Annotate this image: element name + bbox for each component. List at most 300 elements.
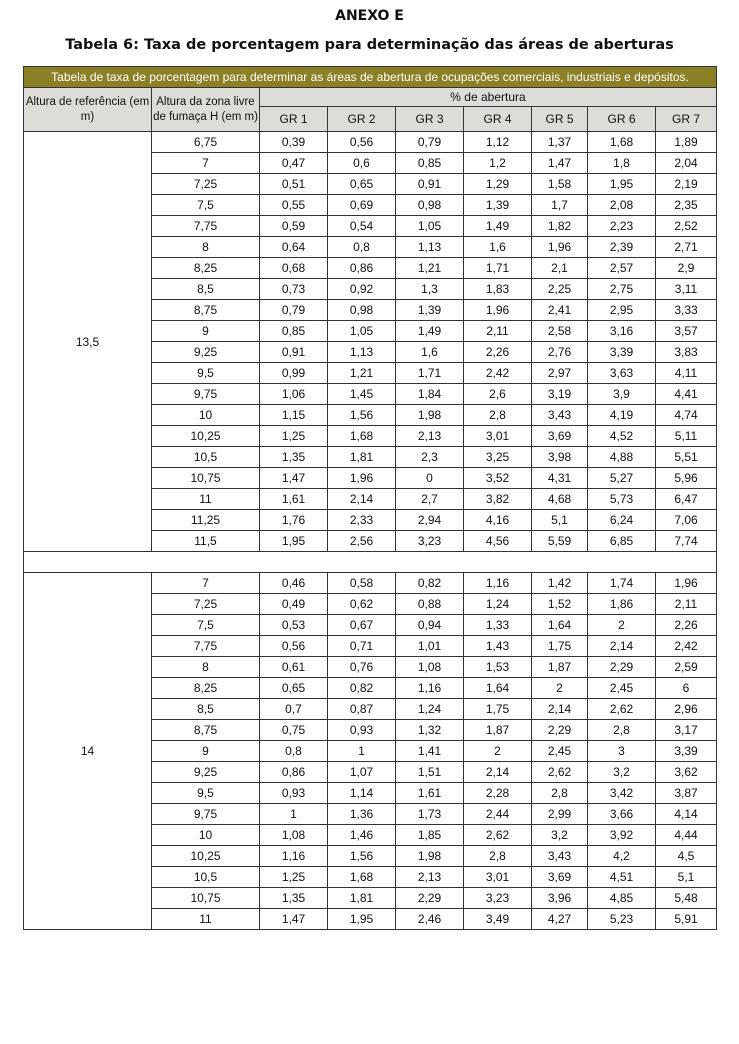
zone-height-cell: 7,25 — [152, 174, 260, 195]
gr7-cell: 4,5 — [656, 846, 717, 867]
gr4-cell: 1,53 — [464, 657, 532, 678]
gr4-cell: 3,01 — [464, 426, 532, 447]
group-header-gr3: GR 3 — [396, 107, 464, 132]
zone-height-cell: 7,25 — [152, 594, 260, 615]
gr1-cell: 1,15 — [260, 405, 328, 426]
gr4-cell: 4,16 — [464, 510, 532, 531]
gr1-cell: 0,53 — [260, 615, 328, 636]
gr6-cell: 3,92 — [588, 825, 656, 846]
gr5-cell: 2,99 — [532, 804, 588, 825]
gr6-cell: 1,8 — [588, 153, 656, 174]
gr1-cell: 0,93 — [260, 783, 328, 804]
gr5-cell: 1,64 — [532, 615, 588, 636]
gr3-cell: 1,21 — [396, 258, 464, 279]
gr4-cell: 2,28 — [464, 783, 532, 804]
gr1-cell: 0,91 — [260, 342, 328, 363]
gr1-cell: 1,47 — [260, 468, 328, 489]
zone-height-cell: 10 — [152, 825, 260, 846]
gr4-cell: 4,56 — [464, 531, 532, 552]
gr6-cell: 2,14 — [588, 636, 656, 657]
gr5-cell: 4,31 — [532, 468, 588, 489]
gr4-cell: 2,11 — [464, 321, 532, 342]
gr5-cell: 1,58 — [532, 174, 588, 195]
gr6-cell: 4,51 — [588, 867, 656, 888]
gr1-cell: 0,39 — [260, 132, 328, 153]
zone-height-cell: 7 — [152, 153, 260, 174]
gr7-cell: 4,74 — [656, 405, 717, 426]
gr3-cell: 1,41 — [396, 741, 464, 762]
gr3-cell: 1,51 — [396, 762, 464, 783]
gr1-cell: 0,86 — [260, 762, 328, 783]
gr2-cell: 1 — [328, 741, 396, 762]
zone-height-cell: 9 — [152, 321, 260, 342]
gr4-cell: 2,8 — [464, 846, 532, 867]
gr4-cell: 1,33 — [464, 615, 532, 636]
gr6-cell: 2,29 — [588, 657, 656, 678]
gr1-cell: 1,35 — [260, 447, 328, 468]
gr1-cell: 1,35 — [260, 888, 328, 909]
gr6-cell: 3,63 — [588, 363, 656, 384]
gr3-cell: 2,94 — [396, 510, 464, 531]
gr7-cell: 2,59 — [656, 657, 717, 678]
gr4-cell: 3,25 — [464, 447, 532, 468]
gr5-cell: 5,59 — [532, 531, 588, 552]
gr6-cell: 4,88 — [588, 447, 656, 468]
gr3-cell: 2,46 — [396, 909, 464, 930]
gr3-cell: 2,7 — [396, 489, 464, 510]
zone-height-cell: 8,25 — [152, 258, 260, 279]
gr5-cell: 2,41 — [532, 300, 588, 321]
separator-cell — [24, 552, 717, 573]
gr5-cell: 1,52 — [532, 594, 588, 615]
gr3-cell: 0,94 — [396, 615, 464, 636]
gr4-cell: 2,44 — [464, 804, 532, 825]
zone-height-cell: 10 — [152, 405, 260, 426]
gr4-cell: 2,6 — [464, 384, 532, 405]
gr1-cell: 0,79 — [260, 300, 328, 321]
gr3-cell: 0,88 — [396, 594, 464, 615]
group-header-gr1: GR 1 — [260, 107, 328, 132]
table-row — [24, 132, 717, 153]
gr4-cell: 3,52 — [464, 468, 532, 489]
gr1-cell: 1,06 — [260, 384, 328, 405]
zone-height-cell: 9 — [152, 741, 260, 762]
gr7-cell: 1,89 — [656, 132, 717, 153]
reference-height-cell: 13,5 — [24, 132, 152, 552]
gr2-cell: 1,81 — [328, 447, 396, 468]
gr2-cell: 1,56 — [328, 405, 396, 426]
gr2-cell: 1,36 — [328, 804, 396, 825]
gr3-cell: 0 — [396, 468, 464, 489]
gr6-cell: 3 — [588, 741, 656, 762]
gr1-cell: 0,99 — [260, 363, 328, 384]
gr2-cell: 0,58 — [328, 573, 396, 594]
gr7-cell: 3,33 — [656, 300, 717, 321]
gr6-cell: 1,95 — [588, 174, 656, 195]
gr2-cell: 0,82 — [328, 678, 396, 699]
gr7-cell: 7,06 — [656, 510, 717, 531]
gr1-cell: 0,85 — [260, 321, 328, 342]
gr2-cell: 1,13 — [328, 342, 396, 363]
gr6-cell: 3,2 — [588, 762, 656, 783]
gr3-cell: 1,61 — [396, 783, 464, 804]
gr6-cell: 2,8 — [588, 720, 656, 741]
gr2-cell: 1,56 — [328, 846, 396, 867]
gr6-cell: 2,39 — [588, 237, 656, 258]
gr6-cell: 4,52 — [588, 426, 656, 447]
gr7-cell: 2,9 — [656, 258, 717, 279]
gr4-cell: 1,39 — [464, 195, 532, 216]
gr3-cell: 1,6 — [396, 342, 464, 363]
gr5-cell: 1,37 — [532, 132, 588, 153]
gr1-cell: 1 — [260, 804, 328, 825]
gr6-cell: 2,08 — [588, 195, 656, 216]
gr3-cell: 1,32 — [396, 720, 464, 741]
gr4-cell: 3,82 — [464, 489, 532, 510]
gr7-cell: 2,04 — [656, 153, 717, 174]
gr4-cell: 1,24 — [464, 594, 532, 615]
gr3-cell: 1,84 — [396, 384, 464, 405]
gr2-cell: 2,56 — [328, 531, 396, 552]
zone-height-cell: 9,5 — [152, 363, 260, 384]
gr2-cell: 0,92 — [328, 279, 396, 300]
gr6-cell: 2,62 — [588, 699, 656, 720]
zone-height-cell: 11,25 — [152, 510, 260, 531]
gr6-cell: 6,24 — [588, 510, 656, 531]
zone-height-cell: 8 — [152, 657, 260, 678]
gr2-cell: 0,8 — [328, 237, 396, 258]
gr4-cell: 1,43 — [464, 636, 532, 657]
gr6-cell: 3,16 — [588, 321, 656, 342]
gr5-cell: 2,25 — [532, 279, 588, 300]
reference-height-cell: 14 — [24, 573, 152, 930]
zone-height-cell: 11 — [152, 909, 260, 930]
gr2-cell: 0,6 — [328, 153, 396, 174]
gr5-cell: 2 — [532, 678, 588, 699]
gr1-cell: 0,61 — [260, 657, 328, 678]
gr5-cell: 2,1 — [532, 258, 588, 279]
zone-height-cell: 7,75 — [152, 636, 260, 657]
gr2-cell: 1,45 — [328, 384, 396, 405]
zone-height-cell: 8,75 — [152, 300, 260, 321]
gr5-cell: 2,8 — [532, 783, 588, 804]
gr3-cell: 0,91 — [396, 174, 464, 195]
gr6-cell: 4,2 — [588, 846, 656, 867]
gr6-cell: 2,75 — [588, 279, 656, 300]
zone-height-cell: 9,25 — [152, 342, 260, 363]
gr2-cell: 1,21 — [328, 363, 396, 384]
gr7-cell: 5,1 — [656, 867, 717, 888]
gr4-cell: 1,64 — [464, 678, 532, 699]
gr3-cell: 1,98 — [396, 405, 464, 426]
gr2-cell: 0,76 — [328, 657, 396, 678]
gr5-cell: 4,27 — [532, 909, 588, 930]
table-title: Tabela 6: Taxa de porcentagem para determinação das áreas de aberturas — [65, 37, 674, 53]
gr1-cell: 0,56 — [260, 636, 328, 657]
gr1-cell: 1,61 — [260, 489, 328, 510]
zone-height-cell: 8,25 — [152, 678, 260, 699]
gr1-cell: 0,8 — [260, 741, 328, 762]
gr4-cell: 2,14 — [464, 762, 532, 783]
gr2-cell: 1,14 — [328, 783, 396, 804]
gr4-cell: 1,87 — [464, 720, 532, 741]
gr5-cell: 3,19 — [532, 384, 588, 405]
gr4-cell: 2,62 — [464, 825, 532, 846]
gr5-cell: 1,96 — [532, 237, 588, 258]
gr7-cell: 3,87 — [656, 783, 717, 804]
zone-height-cell: 6,75 — [152, 132, 260, 153]
zone-height-cell: 7,5 — [152, 195, 260, 216]
zone-height-cell: 10,5 — [152, 447, 260, 468]
gr4-cell: 1,29 — [464, 174, 532, 195]
zone-height-cell: 7,5 — [152, 615, 260, 636]
gr3-cell: 1,85 — [396, 825, 464, 846]
zone-height-cell: 7 — [152, 573, 260, 594]
gr2-cell: 1,07 — [328, 762, 396, 783]
gr6-cell: 2,45 — [588, 678, 656, 699]
gr3-cell: 1,13 — [396, 237, 464, 258]
zone-height-cell: 8,75 — [152, 720, 260, 741]
zone-height-cell: 8 — [152, 237, 260, 258]
zone-height-cell: 10,25 — [152, 426, 260, 447]
zone-height-cell: 10,75 — [152, 888, 260, 909]
gr3-cell: 2,13 — [396, 426, 464, 447]
gr1-cell: 0,51 — [260, 174, 328, 195]
gr3-cell: 1,71 — [396, 363, 464, 384]
gr2-cell: 1,81 — [328, 888, 396, 909]
gr6-cell: 4,85 — [588, 888, 656, 909]
gr5-cell: 2,45 — [532, 741, 588, 762]
gr5-cell: 3,43 — [532, 405, 588, 426]
gr3-cell: 0,98 — [396, 195, 464, 216]
gr5-cell: 1,87 — [532, 657, 588, 678]
gr1-cell: 0,64 — [260, 237, 328, 258]
gr6-cell: 4,19 — [588, 405, 656, 426]
opening-rate-table — [23, 66, 717, 930]
zone-height-cell: 11 — [152, 489, 260, 510]
gr3-cell: 0,82 — [396, 573, 464, 594]
gr6-cell: 2 — [588, 615, 656, 636]
gr4-cell: 1,71 — [464, 258, 532, 279]
gr2-cell: 0,54 — [328, 216, 396, 237]
gr2-cell: 1,68 — [328, 867, 396, 888]
gr6-cell: 1,68 — [588, 132, 656, 153]
zone-height-cell: 10,25 — [152, 846, 260, 867]
gr7-cell: 4,11 — [656, 363, 717, 384]
gr2-cell: 0,86 — [328, 258, 396, 279]
gr1-cell: 1,47 — [260, 909, 328, 930]
gr4-cell: 1,12 — [464, 132, 532, 153]
annex-heading: ANEXO E — [335, 8, 404, 24]
gr7-cell: 2,19 — [656, 174, 717, 195]
gr7-cell: 2,96 — [656, 699, 717, 720]
gr7-cell: 4,14 — [656, 804, 717, 825]
gr6-cell: 1,74 — [588, 573, 656, 594]
group-header-gr6: GR 6 — [588, 107, 656, 132]
gr2-cell: 2,14 — [328, 489, 396, 510]
gr3-cell: 0,85 — [396, 153, 464, 174]
gr3-cell: 1,98 — [396, 846, 464, 867]
gr6-cell: 5,27 — [588, 468, 656, 489]
gr5-cell: 2,29 — [532, 720, 588, 741]
gr5-cell: 3,96 — [532, 888, 588, 909]
gr5-cell: 4,68 — [532, 489, 588, 510]
zone-height-cell: 9,75 — [152, 804, 260, 825]
gr4-cell: 1,2 — [464, 153, 532, 174]
gr5-cell: 1,7 — [532, 195, 588, 216]
zone-height-cell: 9,75 — [152, 384, 260, 405]
gr5-cell: 3,98 — [532, 447, 588, 468]
gr7-cell: 3,57 — [656, 321, 717, 342]
table-body — [24, 132, 717, 930]
zone-height-cell: 8,5 — [152, 279, 260, 300]
gr7-cell: 3,39 — [656, 741, 717, 762]
gr1-cell: 1,08 — [260, 825, 328, 846]
gr7-cell: 2,11 — [656, 594, 717, 615]
group-header-gr4: GR 4 — [464, 107, 532, 132]
gr4-cell: 1,16 — [464, 573, 532, 594]
gr6-cell: 2,57 — [588, 258, 656, 279]
gr5-cell: 1,42 — [532, 573, 588, 594]
gr2-cell: 0,98 — [328, 300, 396, 321]
gr5-cell: 2,58 — [532, 321, 588, 342]
gr7-cell: 2,42 — [656, 636, 717, 657]
gr4-cell: 3,23 — [464, 888, 532, 909]
gr1-cell: 1,95 — [260, 531, 328, 552]
gr3-cell: 2,29 — [396, 888, 464, 909]
gr1-cell: 1,76 — [260, 510, 328, 531]
gr2-cell: 1,95 — [328, 909, 396, 930]
gr7-cell: 7,74 — [656, 531, 717, 552]
table-row — [24, 573, 717, 594]
gr4-cell: 1,49 — [464, 216, 532, 237]
gr2-cell: 2,33 — [328, 510, 396, 531]
gr2-cell: 1,96 — [328, 468, 396, 489]
gr3-cell: 0,79 — [396, 132, 464, 153]
gr5-cell: 1,75 — [532, 636, 588, 657]
gr2-cell: 0,65 — [328, 174, 396, 195]
gr3-cell: 2,13 — [396, 867, 464, 888]
gr5-cell: 3,69 — [532, 867, 588, 888]
opening-percent-header: % de abertura — [260, 88, 717, 107]
gr7-cell: 5,51 — [656, 447, 717, 468]
gr7-cell: 3,83 — [656, 342, 717, 363]
table-caption: Tabela de taxa de porcentagem para determinar as áreas de abertura de ocupações comerciais, industriais e depósitos. — [24, 67, 717, 88]
gr6-cell: 3,66 — [588, 804, 656, 825]
gr2-cell: 0,93 — [328, 720, 396, 741]
gr5-cell: 2,97 — [532, 363, 588, 384]
gr6-cell: 6,85 — [588, 531, 656, 552]
gr2-cell: 0,56 — [328, 132, 396, 153]
smoke-free-zone-header: Altura da zona livre de fumaça H (em m) — [152, 88, 260, 132]
zone-height-cell: 11,5 — [152, 531, 260, 552]
gr6-cell: 2,23 — [588, 216, 656, 237]
gr5-cell: 1,82 — [532, 216, 588, 237]
gr7-cell: 2,71 — [656, 237, 717, 258]
gr7-cell: 4,44 — [656, 825, 717, 846]
gr3-cell: 1,49 — [396, 321, 464, 342]
gr1-cell: 1,16 — [260, 846, 328, 867]
gr4-cell: 2,42 — [464, 363, 532, 384]
gr6-cell: 2,95 — [588, 300, 656, 321]
gr2-cell: 0,69 — [328, 195, 396, 216]
gr6-cell: 3,39 — [588, 342, 656, 363]
gr1-cell: 0,7 — [260, 699, 328, 720]
gr7-cell: 2,35 — [656, 195, 717, 216]
gr1-cell: 0,49 — [260, 594, 328, 615]
gr3-cell: 3,23 — [396, 531, 464, 552]
gr4-cell: 1,75 — [464, 699, 532, 720]
gr5-cell: 3,43 — [532, 846, 588, 867]
gr1-cell: 1,25 — [260, 867, 328, 888]
gr1-cell: 0,47 — [260, 153, 328, 174]
gr7-cell: 5,96 — [656, 468, 717, 489]
gr7-cell: 6 — [656, 678, 717, 699]
gr6-cell: 5,23 — [588, 909, 656, 930]
reference-height-header: Altura de referência (em m) — [24, 88, 152, 132]
gr1-cell: 0,73 — [260, 279, 328, 300]
gr1-cell: 1,25 — [260, 426, 328, 447]
group-header-gr2: GR 2 — [328, 107, 396, 132]
gr2-cell: 0,87 — [328, 699, 396, 720]
gr4-cell: 1,96 — [464, 300, 532, 321]
gr7-cell: 1,96 — [656, 573, 717, 594]
gr1-cell: 0,68 — [260, 258, 328, 279]
zone-height-cell: 9,25 — [152, 762, 260, 783]
zone-height-cell: 8,5 — [152, 699, 260, 720]
gr7-cell: 5,48 — [656, 888, 717, 909]
gr5-cell: 3,2 — [532, 825, 588, 846]
gr7-cell: 4,41 — [656, 384, 717, 405]
gr4-cell: 2,8 — [464, 405, 532, 426]
gr5-cell: 2,62 — [532, 762, 588, 783]
gr2-cell: 0,62 — [328, 594, 396, 615]
gr2-cell: 0,67 — [328, 615, 396, 636]
gr3-cell: 1,05 — [396, 216, 464, 237]
gr6-cell: 3,42 — [588, 783, 656, 804]
gr1-cell: 0,55 — [260, 195, 328, 216]
group-header-gr7: GR 7 — [656, 107, 717, 132]
group-header-gr5: GR 5 — [532, 107, 588, 132]
gr7-cell: 5,91 — [656, 909, 717, 930]
gr7-cell: 3,11 — [656, 279, 717, 300]
gr2-cell: 1,05 — [328, 321, 396, 342]
gr7-cell: 2,52 — [656, 216, 717, 237]
gr3-cell: 1,01 — [396, 636, 464, 657]
gr3-cell: 1,39 — [396, 300, 464, 321]
gr4-cell: 1,83 — [464, 279, 532, 300]
block-separator — [24, 552, 717, 573]
gr1-cell: 0,65 — [260, 678, 328, 699]
gr4-cell: 2 — [464, 741, 532, 762]
zone-height-cell: 9,5 — [152, 783, 260, 804]
gr2-cell: 1,46 — [328, 825, 396, 846]
gr4-cell: 2,26 — [464, 342, 532, 363]
gr4-cell: 3,49 — [464, 909, 532, 930]
gr1-cell: 0,75 — [260, 720, 328, 741]
gr3-cell: 1,24 — [396, 699, 464, 720]
gr3-cell: 1,16 — [396, 678, 464, 699]
gr6-cell: 3,9 — [588, 384, 656, 405]
gr3-cell: 1,73 — [396, 804, 464, 825]
gr5-cell: 1,47 — [532, 153, 588, 174]
gr4-cell: 3,01 — [464, 867, 532, 888]
gr7-cell: 3,17 — [656, 720, 717, 741]
gr2-cell: 1,68 — [328, 426, 396, 447]
gr6-cell: 5,73 — [588, 489, 656, 510]
zone-height-cell: 10,5 — [152, 867, 260, 888]
gr7-cell: 2,26 — [656, 615, 717, 636]
